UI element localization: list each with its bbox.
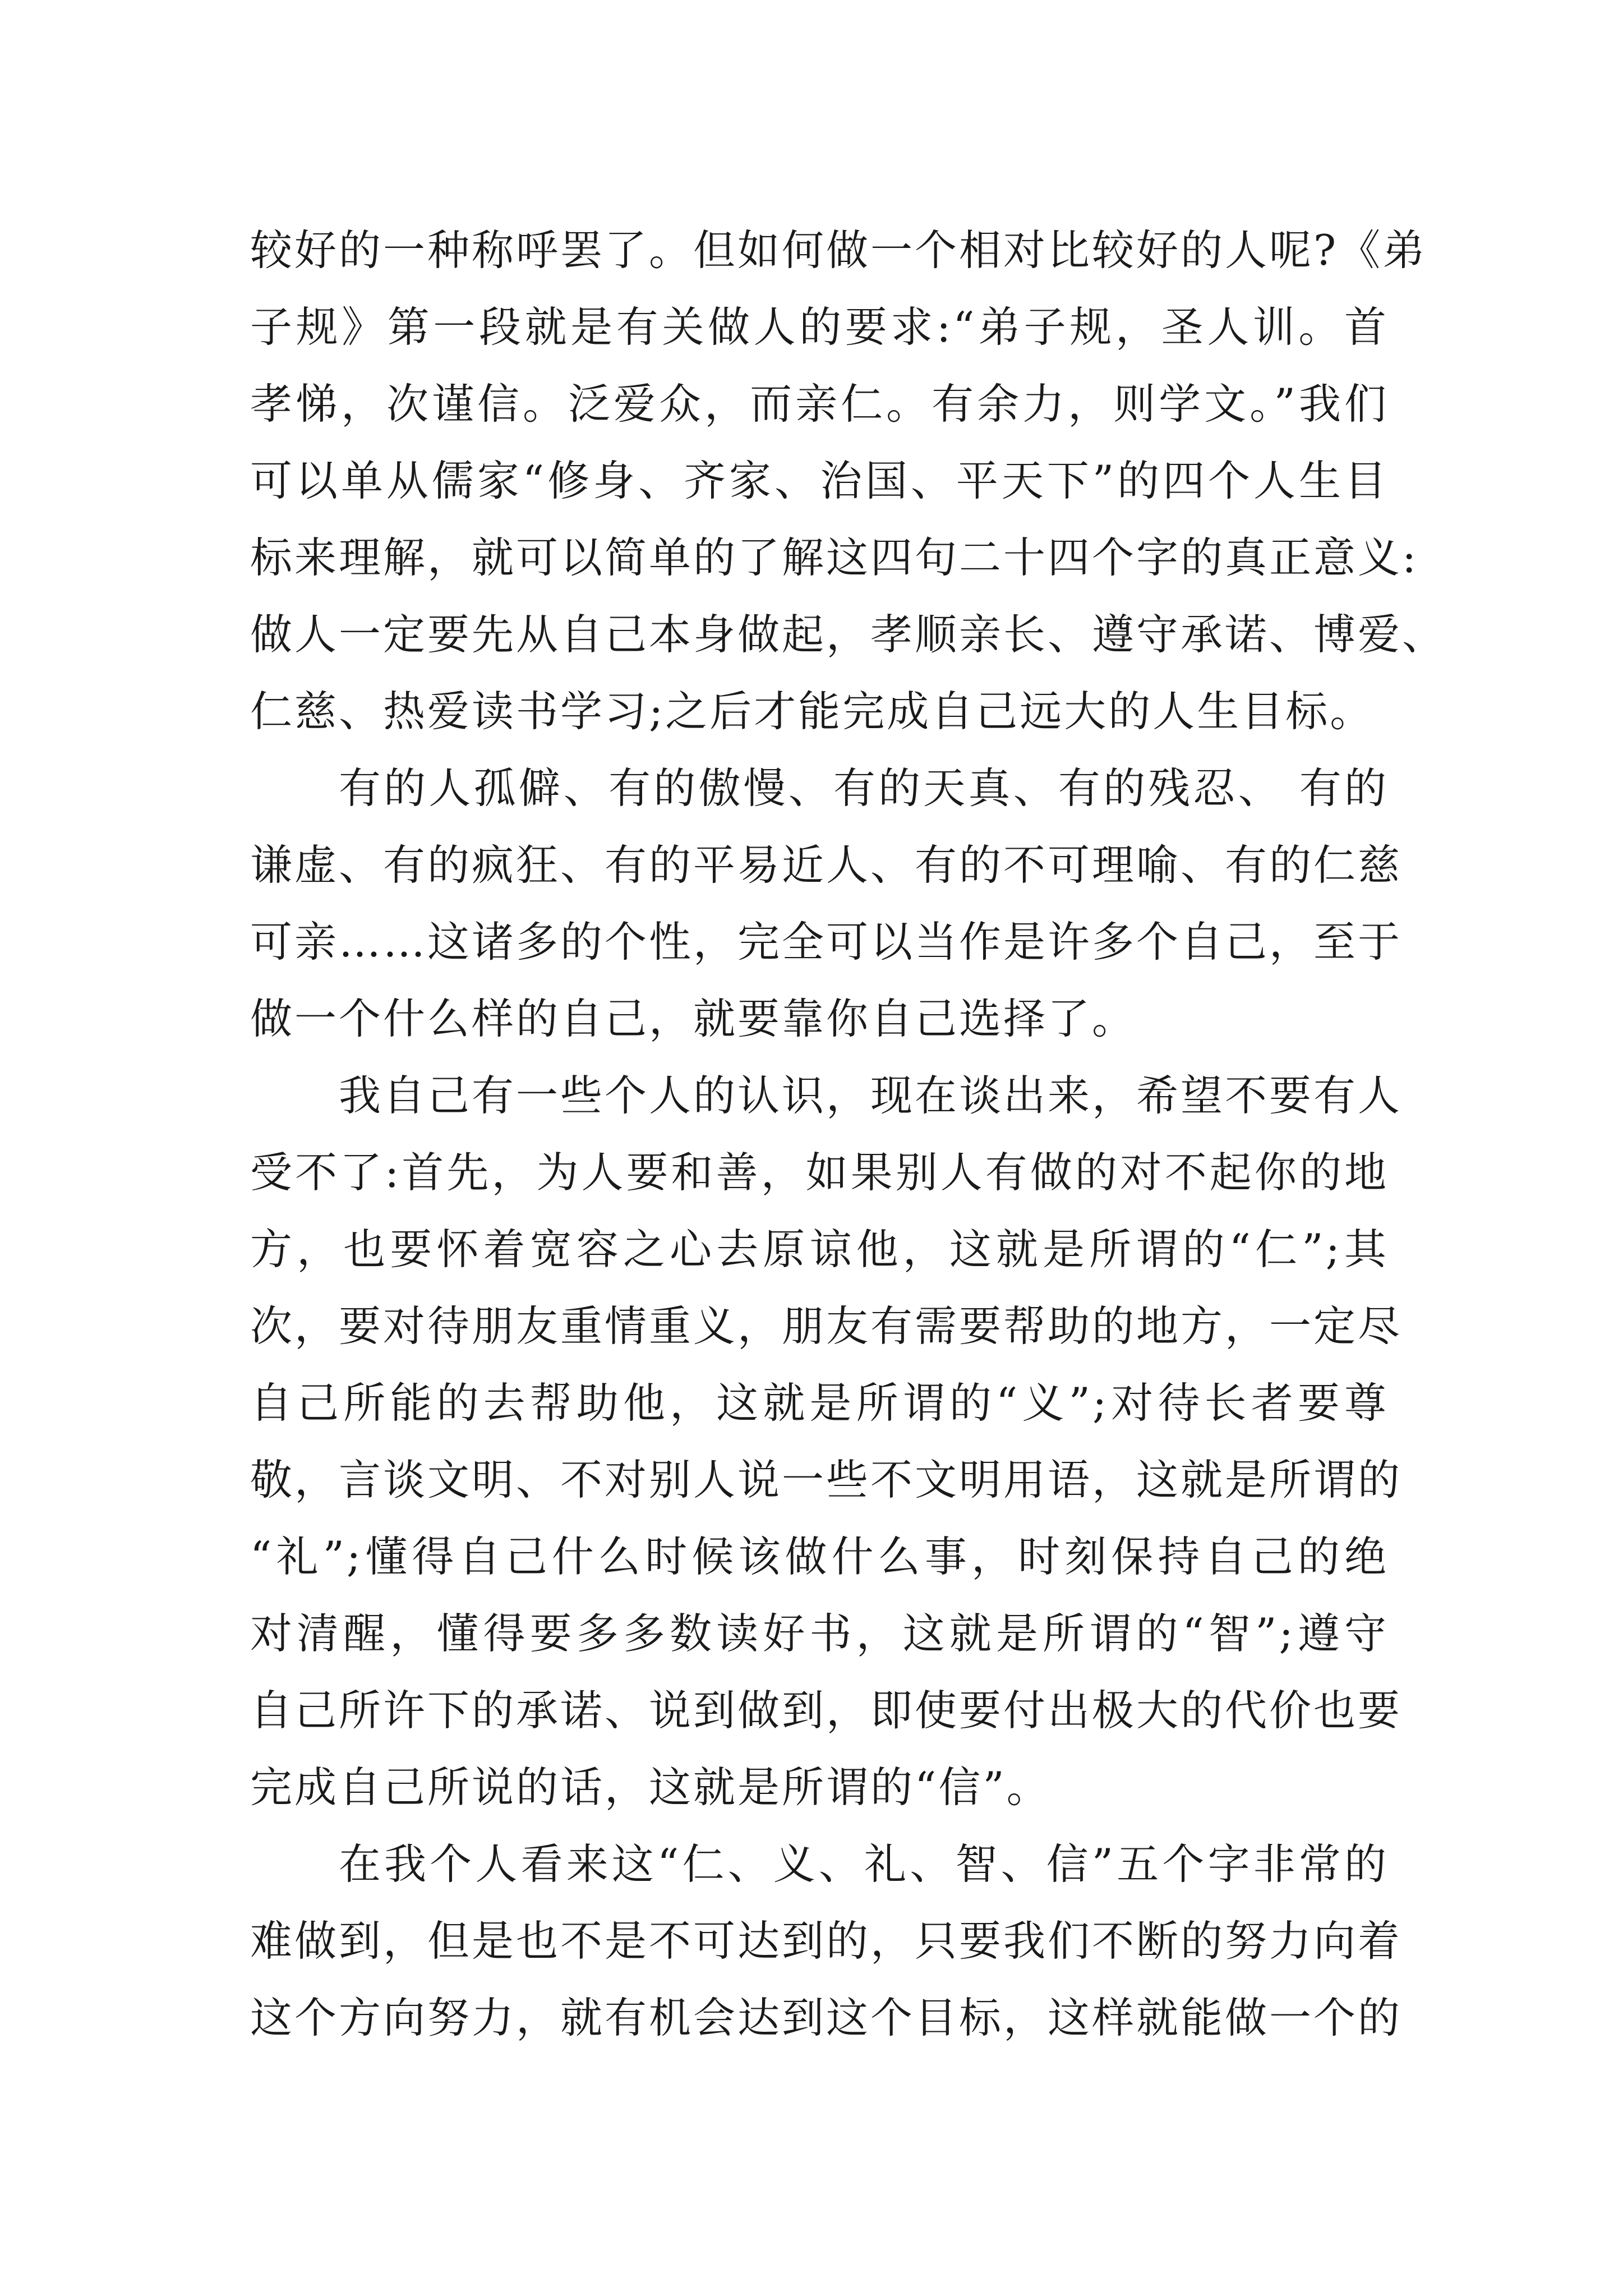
text-line: 次，要对待朋友重情重义，朋友有需要帮助的地方，一定尽 bbox=[250, 1301, 1403, 1351]
text-line: 自己所能的去帮助他，这就是所谓的“义”;对待长者要尊 bbox=[250, 1378, 1389, 1428]
text-line: 做人一定要先从自己本身做起，孝顺亲长、遵守承诺、博爱、 bbox=[250, 610, 1447, 659]
paragraph-3 bbox=[250, 1057, 1403, 1826]
text-line: 敬，言谈文明、不对别人说一些不文明用语，这就是所谓的 bbox=[250, 1455, 1403, 1504]
text-line: 对清醒，懂得要多多数读好书，这就是所谓的“智”;遵守 bbox=[250, 1609, 1389, 1658]
text-line: 有的人孤僻、有的傲慢、有的天真、有的残忍、 有的 bbox=[339, 763, 1389, 813]
text-line: 标来理解，就可以简单的了解这四句二十四个字的真正意义: bbox=[250, 533, 1419, 582]
text-line: 难做到，但是也不是不可达到的，只要我们不断的努力向着 bbox=[250, 1916, 1403, 1966]
text-line: 较好的一种称呼罢了。但如何做一个相对比较好的人呢?《弟 bbox=[250, 226, 1427, 275]
text-line: 可亲……这诸多的个性，完全可以当作是许多个自己，至于 bbox=[250, 917, 1403, 967]
text-line: 谦虚、有的疯狂、有的平易近人、有的不可理喻、有的仁慈 bbox=[250, 840, 1403, 890]
text-line: 受不了:首先，为人要和善，如果别人有做的对不起你的地 bbox=[250, 1148, 1389, 1197]
text-line: 子规》第一段就是有关做人的要求:“弟子规，圣人训。首 bbox=[250, 302, 1389, 352]
body-text bbox=[250, 212, 1447, 2056]
text-line: “礼”;懂得自己什么时候该做什么事，时刻保持自己的绝 bbox=[250, 1532, 1389, 1581]
text-line: 这个方向努力，就有机会达到这个目标，这样就能做一个的 bbox=[250, 1993, 1403, 2042]
text-line: 完成自己所说的话，这就是所谓的“信”。 bbox=[250, 1763, 1051, 1812]
text-line: 自己所许下的承诺、说到做到，即使要付出极大的代价也要 bbox=[250, 1686, 1403, 1735]
text-line: 仁慈、热爱读书学习;之后才能完成自己远大的人生目标。 bbox=[250, 687, 1375, 736]
text-line: 我自己有一些个人的认识，现在谈出来，希望不要有人 bbox=[339, 1071, 1403, 1120]
text-line: 孝悌，次谨信。泛爱众，而亲仁。有余力，则学文。”我们 bbox=[250, 379, 1389, 429]
paragraph-4 bbox=[250, 1826, 1403, 2056]
text-line: 在我个人看来这“仁、义、礼、智、信”五个字非常的 bbox=[339, 1839, 1389, 1889]
text-line: 可以单从儒家“修身、齐家、治国、平天下”的四个人生目 bbox=[250, 456, 1389, 505]
paragraph-1 bbox=[250, 212, 1447, 750]
paragraph-2 bbox=[250, 750, 1403, 1057]
text-line: 方，也要怀着宽容之心去原谅他，这就是所谓的“仁”;其 bbox=[250, 1225, 1389, 1274]
text-line: 做一个什么样的自己，就要靠你自己选择了。 bbox=[250, 994, 1137, 1043]
